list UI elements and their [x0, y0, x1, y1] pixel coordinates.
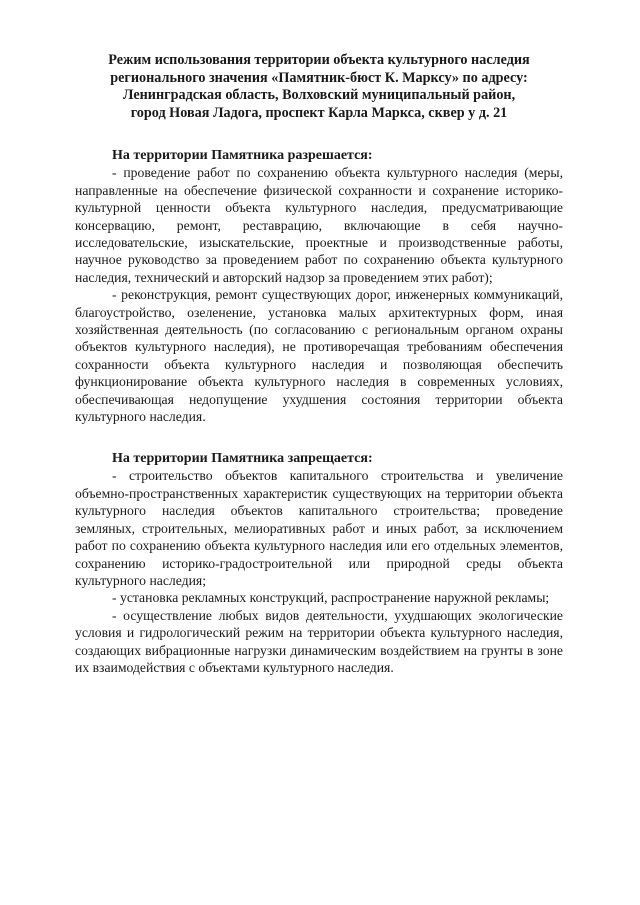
- prohibited-heading: На территории Памятника запрещается:: [112, 451, 373, 467]
- title-line: Ленинградская область, Волховский муниципальный район,: [122, 87, 516, 104]
- allowed-section: [75, 147, 563, 425]
- title-line: город Новая Ладога, проспект Карла Маркса, сквер у д. 21: [130, 104, 508, 121]
- allowed-heading: На территории Памятника разрешается:: [112, 148, 373, 164]
- title-line: регионального значения «Памятник-бюст К. Марксу» по адресу:: [110, 69, 528, 86]
- prohibited-item: - установка рекламных конструкций, распространение наружной рекламы;: [112, 590, 550, 606]
- allowed-item: - реконструкция, ремонт существующих дорог, инженерных коммуникаций, благоустройство, озеленение, установка малых архитектурных форм, иная хозяйственная деятельность (по согласованию с региональным органом охраны объектов культурного наследия), не противоречащая требованиям обеспечения сохранности объекта культурного наследия и позволяющая обеспечить функционирование объекта культурного наследия в современных условиях, обеспечивающая недопущение ухудшения состояния территории объекта культурного наследия.: [75, 287, 563, 425]
- prohibited-item: - строительство объектов капитального строительства и увеличение объемно-пространственных характеристик существующих на территории объекта культурного наследия объектов капитального строительства; проведение земляных, строительных, мелиоративных работ и иных работ, за исключением работ по сохранению объекта культурного наследия или его отдельных элементов, сохранению историко-градостроительной или природной среды объекта культурного наследия;: [75, 468, 563, 588]
- document-page: [75, 52, 563, 676]
- allowed-item: - проведение работ по сохранению объекта культурного наследия (меры, направленные на обеспечение физической сохранности и сохранение историко-культурной ценности объекта культурного наследия, предусматривающие консервацию, ремонт, реставрацию, включающие в себя научно-исследовательские, изыскательские, проектные и производственные работы, научное руководство за проведением работ по сохранению объекта культурного наследия, технический и авторский надзор за проведением этих работ);: [75, 165, 563, 285]
- prohibited-item: - осуществление любых видов деятельности, ухудшающих экологические условия и гидрологический режим на территории объекта культурного наследия, создающих вибрационные нагрузки динамическим воздействием на грунты в зоне их взаимодействия с объектами культурного наследия.: [75, 607, 563, 675]
- document-title: [75, 52, 563, 122]
- prohibited-section: [75, 450, 563, 676]
- title-line: Режим использования территории объекта культурного наследия: [108, 52, 530, 68]
